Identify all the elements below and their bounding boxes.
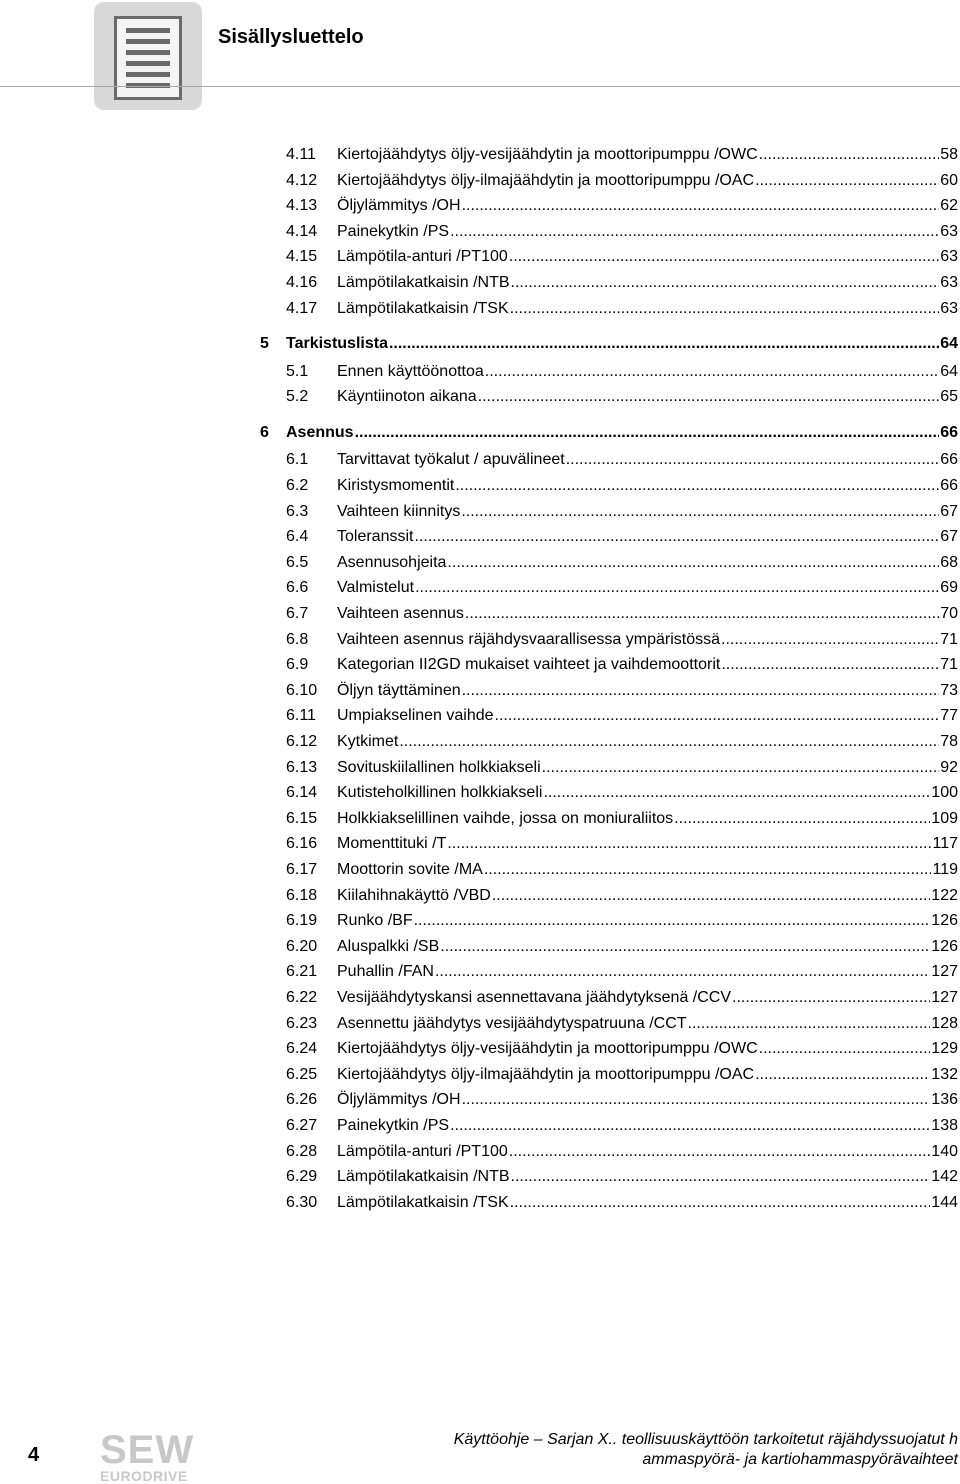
toc-entry-number: 6.24 bbox=[286, 1040, 318, 1058]
toc-entry[interactable] bbox=[286, 988, 958, 1008]
toc-entry[interactable] bbox=[286, 502, 958, 522]
toc-entry-page: 67 bbox=[940, 528, 958, 546]
toc-dot-leader bbox=[492, 886, 930, 906]
document-title-line1: Käyttöohje – Sarjan X.. teollisuuskäyttöön tarkoitetut räjähdyssuojatut h bbox=[453, 1431, 958, 1448]
toc-entry[interactable] bbox=[286, 1193, 958, 1213]
toc-entry-title: Lämpötilakatkaisin /NTB bbox=[337, 1168, 510, 1186]
toc-entry-number: 6.25 bbox=[286, 1065, 318, 1083]
toc-entry-number: 6.28 bbox=[286, 1142, 318, 1160]
toc-dot-leader bbox=[389, 334, 939, 354]
toc-entry-page: 119 bbox=[932, 861, 958, 878]
toc-entry-page: 63 bbox=[940, 222, 958, 240]
toc-entry-page: 69 bbox=[940, 579, 958, 597]
toc-entry[interactable] bbox=[286, 860, 958, 880]
toc-entry-page: 64 bbox=[940, 362, 958, 380]
toc-entry-number: 6.13 bbox=[286, 758, 318, 776]
toc-entry-title: Kiristysmomentit bbox=[337, 477, 455, 494]
toc-dot-leader bbox=[450, 222, 939, 242]
toc-dot-leader bbox=[399, 732, 939, 752]
toc-entry-page: 71 bbox=[940, 630, 958, 648]
toc-dot-leader bbox=[755, 171, 939, 191]
toc-entry-title: Öljyn täyttäminen bbox=[337, 681, 461, 699]
toc-entry-title: Sovituskiilallinen holkkiakseli bbox=[337, 758, 541, 776]
toc-entry-number: 4.16 bbox=[286, 274, 318, 291]
toc-entry-title: Moottorin sovite /MA bbox=[337, 861, 483, 878]
toc-entry[interactable] bbox=[286, 834, 958, 854]
toc-entry-number: 6.14 bbox=[286, 784, 318, 802]
toc-entry-number: 6.22 bbox=[286, 989, 318, 1006]
toc-entry[interactable] bbox=[286, 937, 958, 957]
toc-entry[interactable] bbox=[286, 1090, 958, 1110]
toc-entry-page: 65 bbox=[940, 388, 958, 406]
toc-entry-title: Valmistelut bbox=[337, 579, 415, 597]
toc-dot-leader bbox=[415, 578, 939, 598]
toc-entry-title: Lämpötilakatkaisin /TSK bbox=[337, 1193, 509, 1211]
toc-entry-title: Kiertojäähdytys öljy-ilmajäähdytin ja moottoripumppu /OAC bbox=[337, 1065, 755, 1083]
toc-entry-title: Lämpötilakatkaisin /NTB bbox=[337, 274, 510, 291]
toc-entry-title: Asennettu jäähdytys vesijäähdytyspatruuna /CCT bbox=[337, 1014, 687, 1032]
toc-entry-page: 128 bbox=[931, 1014, 958, 1032]
toc-entry-page: 129 bbox=[931, 1040, 958, 1058]
toc-entry-title: Öljylämmitys /OH bbox=[337, 1091, 461, 1109]
toc-entry-page: 70 bbox=[940, 605, 958, 622]
toc-entry-number: 4.13 bbox=[286, 197, 318, 215]
toc-dot-leader bbox=[440, 937, 930, 957]
toc-entry-page: 58 bbox=[940, 146, 958, 163]
toc-entry-number: 6.4 bbox=[286, 528, 309, 546]
toc-entry-title: Kiertojäähdytys öljy-vesijäähdytin ja moottoripumppu /OWC bbox=[337, 146, 758, 163]
toc-dot-leader bbox=[465, 604, 939, 624]
toc-entry-number: 4.12 bbox=[286, 171, 318, 189]
toc-entry-page: 136 bbox=[931, 1091, 958, 1109]
toc-dot-leader bbox=[447, 834, 931, 854]
toc-dot-leader bbox=[566, 450, 940, 470]
toc-dot-leader bbox=[484, 860, 932, 880]
toc-entry[interactable] bbox=[286, 196, 958, 216]
toc-entry[interactable] bbox=[286, 553, 958, 573]
page-title: Sisällysluettelo bbox=[218, 26, 364, 48]
toc-entry[interactable] bbox=[286, 886, 958, 906]
toc-entry-title: Runko /BF bbox=[337, 912, 413, 930]
toc-entry-number: 6.21 bbox=[286, 963, 318, 981]
toc-entry[interactable] bbox=[286, 783, 958, 803]
toc-entry[interactable] bbox=[286, 299, 958, 319]
toc-entry-title: Lämpötila-anturi /PT100 bbox=[337, 248, 508, 266]
toc-entry-number: 6.1 bbox=[286, 451, 309, 469]
document-icon bbox=[94, 2, 202, 110]
toc-entry[interactable] bbox=[286, 1142, 958, 1162]
header-divider bbox=[0, 86, 960, 87]
toc-entry-number: 6.5 bbox=[286, 553, 309, 571]
toc-entry-title: Lämpötilakatkaisin /TSK bbox=[337, 299, 509, 317]
toc-entry[interactable] bbox=[286, 1167, 958, 1187]
toc-dot-leader bbox=[755, 1065, 930, 1085]
toc-entry-page: 132 bbox=[931, 1065, 958, 1083]
toc-entry-page: 71 bbox=[940, 656, 958, 674]
toc-dot-leader bbox=[543, 783, 930, 803]
toc-dot-leader bbox=[414, 527, 939, 547]
page-number: 4 bbox=[28, 1444, 40, 1466]
toc-entry-page: 73 bbox=[940, 681, 958, 699]
toc-entry-title: Vesijäähdytyskansi asennettavana jäähdytyksenä /CCV bbox=[337, 989, 732, 1006]
toc-entry-page: 109 bbox=[931, 809, 958, 827]
toc-dot-leader bbox=[462, 681, 940, 701]
toc-entry[interactable] bbox=[286, 273, 958, 293]
toc-entry[interactable] bbox=[286, 1039, 958, 1059]
toc-entry-number: 6.10 bbox=[286, 681, 318, 699]
toc-entry-title: Aluspalkki /SB bbox=[337, 937, 440, 955]
toc-entry-page: 67 bbox=[940, 502, 958, 520]
toc-entry-title: Kiilahihnakäyttö /VBD bbox=[337, 886, 491, 904]
toc-entry-title: Tarvittavat työkalut / apuvälineet bbox=[337, 451, 565, 469]
toc-dot-leader bbox=[721, 630, 939, 650]
toc-entry-title: Kutisteholkillinen holkkiakseli bbox=[337, 784, 543, 802]
toc-entry-page: 127 bbox=[931, 989, 958, 1006]
logo-main-text: SEW bbox=[100, 1428, 195, 1472]
toc-entry[interactable] bbox=[286, 655, 958, 675]
toc-entry-number: 5 bbox=[260, 335, 269, 353]
toc-entry[interactable] bbox=[286, 706, 958, 726]
toc-dot-leader bbox=[721, 655, 939, 675]
toc-dot-leader bbox=[510, 1193, 931, 1213]
toc-entry-page: 63 bbox=[940, 274, 958, 291]
toc-entry-page: 126 bbox=[931, 937, 958, 955]
toc-entry-page: 66 bbox=[940, 477, 958, 494]
toc-entry[interactable] bbox=[286, 476, 958, 496]
toc-entry-number: 6.20 bbox=[286, 937, 318, 955]
toc-entry-page: 60 bbox=[940, 171, 958, 189]
toc-entry-title: Puhallin /FAN bbox=[337, 963, 434, 981]
toc-entry-number: 6.17 bbox=[286, 861, 318, 878]
document-sheet bbox=[114, 16, 182, 100]
toc-entry-number: 6.11 bbox=[286, 707, 316, 725]
toc-entry-title: Painekytkin /PS bbox=[337, 1117, 450, 1134]
toc-entry[interactable] bbox=[286, 527, 958, 547]
toc-entry-number: 6.27 bbox=[286, 1117, 318, 1134]
toc-entry-page: 138 bbox=[931, 1117, 958, 1134]
toc-dot-leader bbox=[732, 988, 930, 1008]
toc-dot-leader bbox=[510, 299, 940, 319]
toc-entry[interactable] bbox=[286, 1065, 958, 1085]
toc-entry-title: Painekytkin /PS bbox=[337, 222, 450, 240]
toc-entry-number: 6.29 bbox=[286, 1168, 318, 1186]
toc-entry-page: 78 bbox=[940, 733, 958, 750]
toc-entry-title: Toleranssit bbox=[337, 528, 414, 546]
toc-dot-leader bbox=[414, 911, 931, 931]
toc-entry-page: 63 bbox=[940, 248, 958, 266]
toc-entry-number: 6.15 bbox=[286, 809, 318, 827]
toc-dot-leader bbox=[495, 706, 940, 726]
toc-dot-leader bbox=[759, 145, 940, 165]
toc-dot-leader bbox=[511, 1167, 931, 1187]
toc-entry-number: 5.1 bbox=[286, 362, 309, 380]
toc-dot-leader bbox=[509, 1142, 931, 1162]
toc-entry-number: 6.6 bbox=[286, 579, 309, 597]
toc-entry-page: 66 bbox=[940, 451, 958, 469]
toc-dot-leader bbox=[542, 758, 940, 778]
toc-entry-number: 6.26 bbox=[286, 1091, 318, 1109]
toc-dot-leader bbox=[462, 196, 940, 216]
toc-entry-number: 4.11 bbox=[286, 146, 316, 163]
toc-entry[interactable] bbox=[286, 1116, 958, 1136]
logo-sub-text: EURODRIVE bbox=[100, 1468, 188, 1484]
toc-entry[interactable] bbox=[286, 362, 958, 382]
toc-entry[interactable] bbox=[260, 334, 958, 354]
toc-entry-page: 117 bbox=[932, 835, 958, 853]
toc-dot-leader bbox=[478, 387, 940, 407]
toc-entry[interactable] bbox=[286, 630, 958, 650]
toc-dot-leader bbox=[461, 502, 939, 522]
toc-entry-number: 6.23 bbox=[286, 1014, 318, 1032]
toc-dot-leader bbox=[462, 1090, 931, 1110]
toc-entry-page: 66 bbox=[940, 423, 958, 441]
toc-entry-number: 6.16 bbox=[286, 835, 318, 853]
toc-entry-number: 6.18 bbox=[286, 886, 318, 904]
toc-entry-number: 6.19 bbox=[286, 912, 318, 930]
toc-dot-leader bbox=[435, 962, 930, 982]
toc-entry[interactable] bbox=[286, 578, 958, 598]
toc-entry-page: 63 bbox=[940, 299, 958, 317]
toc-entry[interactable] bbox=[286, 911, 958, 931]
toc-entry-title: Holkkiakselillinen vaihde, jossa on moniuraliitos bbox=[337, 809, 674, 827]
toc-entry[interactable] bbox=[286, 962, 958, 982]
toc-entry[interactable] bbox=[286, 387, 958, 407]
toc-entry-number: 4.15 bbox=[286, 248, 318, 266]
toc-entry-number: 6.2 bbox=[286, 477, 309, 494]
toc-entry-number: 4.14 bbox=[286, 222, 318, 240]
document-title-line2: ammaspyörä- ja kartiohammaspyörävaihteet bbox=[642, 1451, 958, 1468]
toc-entry[interactable] bbox=[286, 732, 958, 752]
toc-dot-leader bbox=[447, 553, 939, 573]
toc-entry-title: Vaihteen asennus bbox=[337, 605, 464, 622]
toc-entry-title: Tarkistuslista bbox=[286, 335, 388, 353]
toc-entry-number: 6.12 bbox=[286, 733, 318, 750]
toc-entry-page: 92 bbox=[940, 758, 958, 776]
toc-entry-title: Asennusohjeita bbox=[337, 553, 447, 571]
toc-entry-page: 68 bbox=[940, 553, 958, 571]
toc-entry[interactable] bbox=[286, 171, 958, 191]
toc-entry-page: 62 bbox=[940, 197, 958, 215]
toc-entry-page: 144 bbox=[931, 1193, 958, 1211]
sew-eurodrive-logo bbox=[100, 1428, 206, 1484]
toc-entry[interactable] bbox=[286, 450, 958, 470]
toc-entry-page: 64 bbox=[940, 335, 958, 353]
toc-entry-title: Öljylämmitys /OH bbox=[337, 197, 461, 215]
toc-entry-title: Asennus bbox=[286, 423, 354, 441]
toc-entry-number: 6 bbox=[260, 423, 269, 441]
toc-entry[interactable] bbox=[286, 222, 958, 242]
toc-entry-title: Ennen käyttöönottoa bbox=[337, 362, 484, 380]
toc-entry-page: 140 bbox=[931, 1142, 958, 1160]
toc-entry-number: 6.7 bbox=[286, 605, 309, 622]
toc-entry-number: 6.8 bbox=[286, 630, 309, 648]
toc-entry-title: Kiertojäähdytys öljy-vesijäähdytin ja moottoripumppu /OWC bbox=[337, 1040, 758, 1058]
toc-entry-title: Kiertojäähdytys öljy-ilmajäähdytin ja moottoripumppu /OAC bbox=[337, 171, 755, 189]
toc-entry-title: Vaihteen kiinnitys bbox=[337, 502, 461, 520]
toc-dot-leader bbox=[674, 809, 930, 829]
toc-dot-leader bbox=[455, 476, 939, 496]
toc-entry-title: Kategorian II2GD mukaiset vaihteet ja vaihdemoottorit bbox=[337, 656, 721, 674]
toc-entry-page: 126 bbox=[931, 912, 958, 930]
toc-entry-number: 6.30 bbox=[286, 1193, 318, 1211]
toc-entry[interactable] bbox=[286, 145, 958, 165]
toc-entry-title: Momenttituki /T bbox=[337, 835, 447, 853]
toc-dot-leader bbox=[511, 273, 940, 293]
toc-entry-title: Vaihteen asennus räjähdysvaarallisessa ympäristössä bbox=[337, 630, 721, 648]
toc-entry-number: 6.3 bbox=[286, 502, 309, 520]
toc-entry-page: 77 bbox=[940, 707, 958, 725]
toc-entry[interactable] bbox=[286, 681, 958, 701]
toc-entry[interactable] bbox=[286, 604, 958, 624]
toc-entry[interactable] bbox=[260, 423, 958, 443]
toc-entry-page: 122 bbox=[931, 886, 958, 904]
document-title bbox=[454, 1430, 958, 1470]
toc-entry[interactable] bbox=[286, 809, 958, 829]
toc-entry[interactable] bbox=[286, 1014, 958, 1034]
toc-dot-leader bbox=[355, 423, 940, 443]
toc-entry-page: 127 bbox=[931, 963, 958, 981]
toc-entry[interactable] bbox=[286, 247, 958, 267]
toc-dot-leader bbox=[450, 1116, 930, 1136]
toc-dot-leader bbox=[485, 362, 939, 382]
toc-entry-number: 5.2 bbox=[286, 388, 309, 406]
toc-dot-leader bbox=[759, 1039, 931, 1059]
toc-entry-number: 4.17 bbox=[286, 299, 318, 317]
toc-entry-page: 142 bbox=[931, 1168, 958, 1186]
toc-entry[interactable] bbox=[286, 758, 958, 778]
toc-entry-number: 6.9 bbox=[286, 656, 309, 674]
toc-dot-leader bbox=[688, 1014, 931, 1034]
toc-entry-title: Lämpötila-anturi /PT100 bbox=[337, 1142, 508, 1160]
toc-entry-title: Umpiakselinen vaihde bbox=[337, 707, 494, 725]
toc-entry-page: 100 bbox=[931, 784, 958, 802]
toc-entry-title: Käyntiinoton aikana bbox=[337, 388, 477, 406]
toc-entry-title: Kytkimet bbox=[337, 733, 399, 750]
toc-dot-leader bbox=[509, 247, 939, 267]
